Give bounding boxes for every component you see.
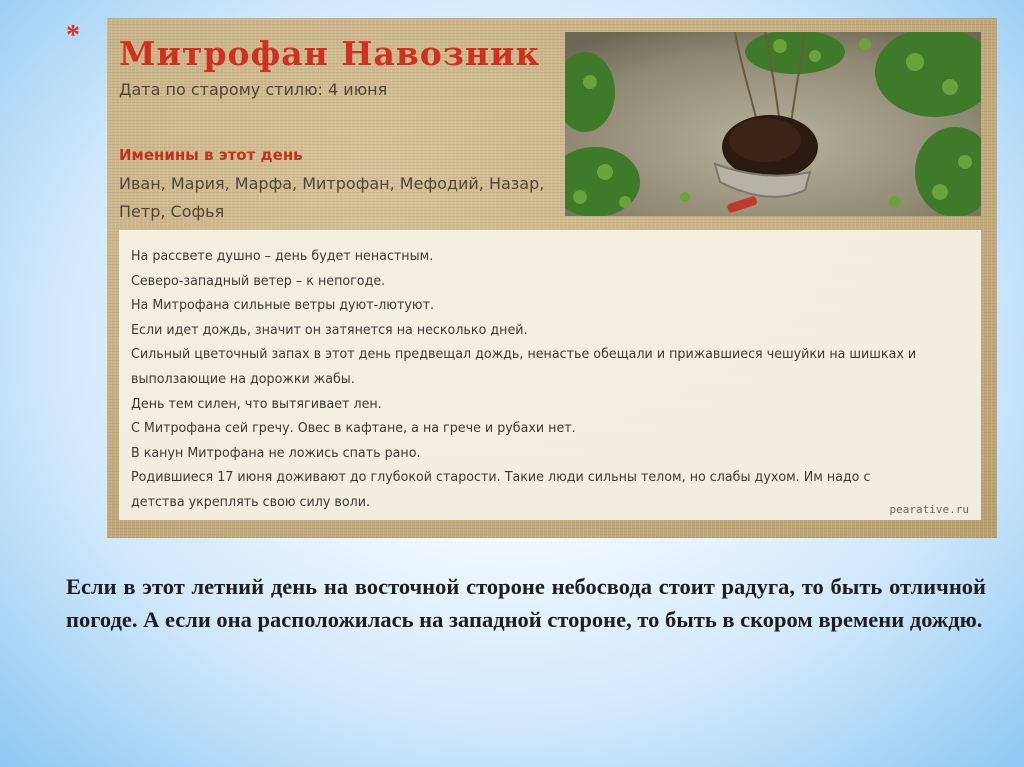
card-title: Митрофан Навозник bbox=[119, 34, 541, 73]
folk-signs-box bbox=[119, 230, 981, 520]
bullet-asterisk: * bbox=[66, 20, 80, 51]
source-watermark: pearative.ru bbox=[889, 503, 969, 516]
old-style-date: Дата по старому стилю: 4 июня bbox=[119, 80, 388, 99]
sign-item: Если идет дождь, значит он затянется на несколько дней. bbox=[131, 321, 528, 338]
sign-item: Северо-западный ветер – к непогоде. bbox=[131, 272, 386, 289]
sign-item: Сильный цветочный запах в этот день предвещал дождь, ненастье обещали и прижавшиеся чешуйки на шишках и выползающие на дорожки жабы. bbox=[131, 346, 917, 387]
folk-signs-list bbox=[119, 230, 981, 515]
sign-item: Родившиеся 17 июня доживают до глубокой старости. Такие люди сильны телом, но слабы духом. Им надо с детства укреплять свою силу воли. bbox=[131, 469, 871, 510]
shovel-soil-icon bbox=[565, 32, 981, 216]
namedays-names: Иван, Мария, Марфа, Митрофан, Мефодий, Назар, Петр, Софья bbox=[119, 174, 545, 221]
garden-shovel-photo bbox=[565, 32, 981, 216]
sign-item: На рассвете душно – день будет ненастным. bbox=[131, 248, 434, 264]
info-card bbox=[107, 18, 997, 538]
namedays-heading: Именины в этот день bbox=[119, 146, 303, 164]
sign-item: День тем силен, что вытягивает лен. bbox=[131, 395, 382, 412]
rainbow-sign-caption: Если в этот летний день на восточной стороне небосвода стоит радуга, то быть отличной погоде. А если она расположилась на западной стороне, то быть в скором времени дождю. bbox=[66, 574, 986, 632]
sign-item: С Митрофана сей гречу. Овес в кафтане, а на грече и рубахи нет. bbox=[131, 420, 576, 437]
sign-item: В канун Митрофана не ложись спать рано. bbox=[131, 444, 421, 461]
sign-item: На Митрофана сильные ветры дуют-лютуют. bbox=[131, 297, 435, 314]
